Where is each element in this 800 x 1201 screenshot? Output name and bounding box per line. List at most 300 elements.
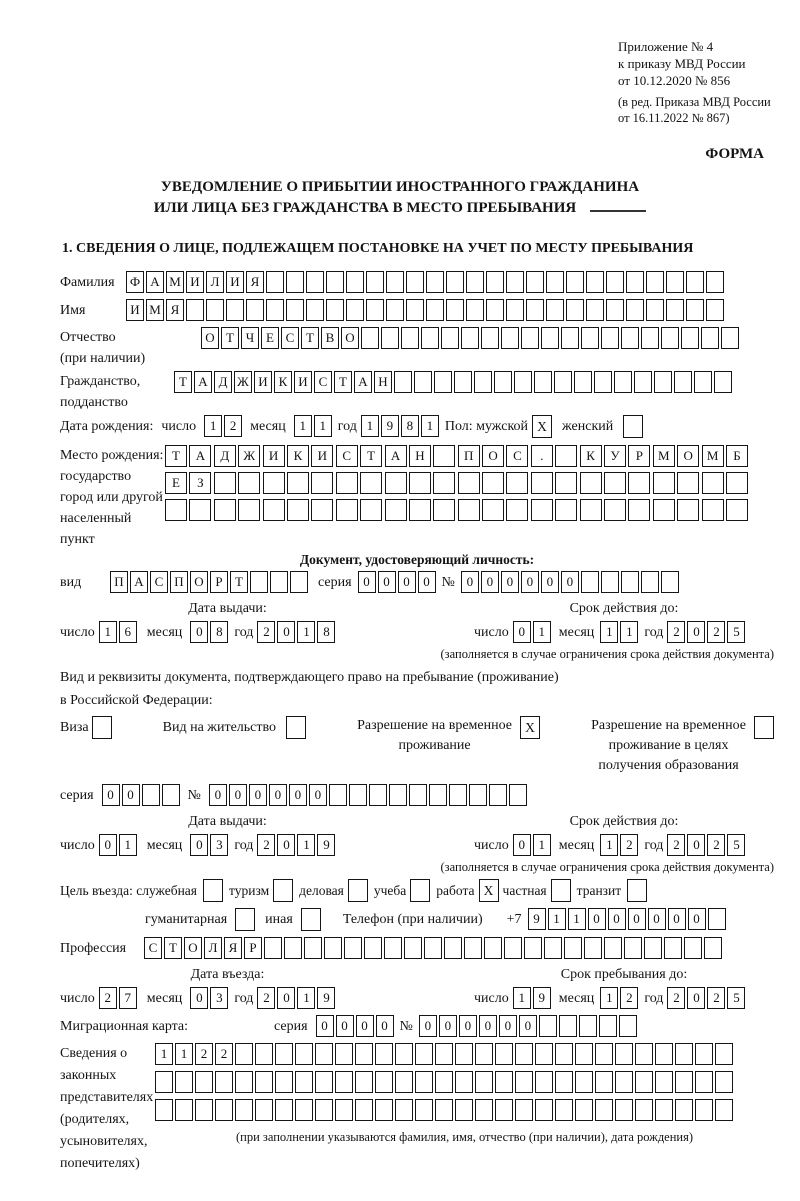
char-cell[interactable] <box>635 1071 653 1093</box>
char-cell[interactable] <box>614 371 632 393</box>
char-cell[interactable]: 0 <box>102 784 120 806</box>
char-cell[interactable] <box>535 1071 553 1093</box>
char-cell[interactable] <box>461 327 479 349</box>
char-cell[interactable]: 0 <box>648 908 666 930</box>
char-cell[interactable]: 0 <box>561 571 579 593</box>
char-cell[interactable] <box>555 472 577 494</box>
char-cell[interactable] <box>566 299 584 321</box>
char-cell[interactable] <box>555 1071 573 1093</box>
visa-checkbox[interactable] <box>92 716 112 739</box>
char-cell[interactable] <box>311 472 333 494</box>
char-cell[interactable] <box>255 1099 273 1121</box>
char-cell[interactable] <box>702 472 724 494</box>
char-cell[interactable]: 1 <box>421 415 439 437</box>
char-cell[interactable] <box>306 271 324 293</box>
char-cell[interactable] <box>489 784 507 806</box>
char-cell[interactable]: 0 <box>588 908 606 930</box>
char-cell[interactable]: 2 <box>257 834 275 856</box>
char-cell[interactable] <box>142 784 160 806</box>
char-cell[interactable] <box>654 371 672 393</box>
char-cell[interactable]: 2 <box>224 415 242 437</box>
char-cell[interactable] <box>395 1043 413 1065</box>
char-cell[interactable]: С <box>281 327 299 349</box>
char-cell[interactable] <box>435 1043 453 1065</box>
char-cell[interactable] <box>435 1071 453 1093</box>
char-cell[interactable] <box>580 472 602 494</box>
purpose-other-checkbox[interactable] <box>301 908 321 931</box>
char-cell[interactable] <box>275 1043 293 1065</box>
char-cell[interactable]: 0 <box>479 1015 497 1037</box>
char-cell[interactable]: Е <box>165 472 187 494</box>
char-cell[interactable]: 2 <box>215 1043 233 1065</box>
char-cell[interactable] <box>606 299 624 321</box>
char-cell[interactable] <box>415 1071 433 1093</box>
char-cell[interactable] <box>604 472 626 494</box>
char-cell[interactable]: 2 <box>620 834 638 856</box>
char-cell[interactable] <box>653 472 675 494</box>
char-cell[interactable] <box>539 1015 557 1037</box>
char-cell[interactable] <box>458 499 480 521</box>
char-cell[interactable] <box>566 271 584 293</box>
char-cell[interactable] <box>661 327 679 349</box>
char-cell[interactable] <box>535 1043 553 1065</box>
char-cell[interactable]: Я <box>166 299 184 321</box>
char-cell[interactable] <box>409 499 431 521</box>
char-cell[interactable] <box>714 371 732 393</box>
char-cell[interactable]: 1 <box>600 621 618 643</box>
char-cell[interactable]: 0 <box>628 908 646 930</box>
char-cell[interactable]: 0 <box>481 571 499 593</box>
char-cell[interactable]: Т <box>230 571 248 593</box>
char-cell[interactable] <box>626 271 644 293</box>
char-cell[interactable] <box>531 472 553 494</box>
char-cell[interactable] <box>506 472 528 494</box>
char-cell[interactable] <box>433 499 455 521</box>
char-cell[interactable] <box>469 784 487 806</box>
char-cell[interactable] <box>421 327 439 349</box>
char-cell[interactable] <box>601 571 619 593</box>
char-cell[interactable] <box>346 299 364 321</box>
char-cell[interactable]: 1 <box>119 834 137 856</box>
char-cell[interactable] <box>360 472 382 494</box>
char-cell[interactable]: К <box>274 371 292 393</box>
char-cell[interactable] <box>415 1099 433 1121</box>
char-cell[interactable] <box>666 271 684 293</box>
char-cell[interactable] <box>426 299 444 321</box>
char-cell[interactable] <box>335 1043 353 1065</box>
char-cell[interactable]: 0 <box>668 908 686 930</box>
char-cell[interactable]: Р <box>628 445 650 467</box>
char-cell[interactable]: 1 <box>99 621 117 643</box>
char-cell[interactable] <box>501 327 519 349</box>
char-cell[interactable]: 2 <box>667 987 685 1009</box>
char-cell[interactable] <box>721 327 739 349</box>
char-cell[interactable] <box>238 499 260 521</box>
char-cell[interactable]: 0 <box>461 571 479 593</box>
char-cell[interactable]: 0 <box>358 571 376 593</box>
char-cell[interactable] <box>266 271 284 293</box>
char-cell[interactable] <box>444 937 462 959</box>
char-cell[interactable]: 0 <box>277 834 295 856</box>
char-cell[interactable] <box>433 472 455 494</box>
char-cell[interactable] <box>695 1071 713 1093</box>
char-cell[interactable] <box>349 784 367 806</box>
char-cell[interactable]: 0 <box>190 987 208 1009</box>
char-cell[interactable] <box>189 499 211 521</box>
char-cell[interactable]: 0 <box>513 621 531 643</box>
char-cell[interactable] <box>581 571 599 593</box>
char-cell[interactable]: 9 <box>317 834 335 856</box>
char-cell[interactable] <box>584 937 602 959</box>
char-cell[interactable]: В <box>321 327 339 349</box>
char-cell[interactable] <box>506 499 528 521</box>
char-cell[interactable] <box>626 299 644 321</box>
char-cell[interactable]: Р <box>210 571 228 593</box>
char-cell[interactable] <box>414 371 432 393</box>
char-cell[interactable] <box>364 937 382 959</box>
char-cell[interactable] <box>726 472 748 494</box>
char-cell[interactable]: 1 <box>548 908 566 930</box>
char-cell[interactable] <box>666 299 684 321</box>
char-cell[interactable]: С <box>150 571 168 593</box>
char-cell[interactable] <box>621 571 639 593</box>
char-cell[interactable] <box>574 371 592 393</box>
char-cell[interactable] <box>409 472 431 494</box>
char-cell[interactable]: 2 <box>707 621 725 643</box>
char-cell[interactable]: 3 <box>210 987 228 1009</box>
char-cell[interactable]: 7 <box>119 987 137 1009</box>
char-cell[interactable] <box>290 571 308 593</box>
char-cell[interactable] <box>395 1071 413 1093</box>
char-cell[interactable] <box>661 571 679 593</box>
char-cell[interactable]: С <box>336 445 358 467</box>
char-cell[interactable] <box>475 1099 493 1121</box>
purpose-private-checkbox[interactable] <box>551 879 571 902</box>
char-cell[interactable]: 1 <box>155 1043 173 1065</box>
char-cell[interactable] <box>726 499 748 521</box>
char-cell[interactable]: 9 <box>381 415 399 437</box>
char-cell[interactable] <box>336 472 358 494</box>
char-cell[interactable] <box>675 1043 693 1065</box>
char-cell[interactable]: Л <box>204 937 222 959</box>
char-cell[interactable] <box>429 784 447 806</box>
char-cell[interactable] <box>674 371 692 393</box>
char-cell[interactable] <box>535 1099 553 1121</box>
char-cell[interactable]: 1 <box>204 415 222 437</box>
char-cell[interactable] <box>326 271 344 293</box>
char-cell[interactable]: Ч <box>241 327 259 349</box>
char-cell[interactable] <box>541 327 559 349</box>
char-cell[interactable] <box>615 1099 633 1121</box>
char-cell[interactable]: И <box>263 445 285 467</box>
char-cell[interactable] <box>215 1099 233 1121</box>
char-cell[interactable] <box>389 784 407 806</box>
char-cell[interactable] <box>635 1043 653 1065</box>
char-cell[interactable] <box>433 445 455 467</box>
char-cell[interactable]: 1 <box>297 987 315 1009</box>
char-cell[interactable] <box>264 937 282 959</box>
char-cell[interactable]: 0 <box>687 987 705 1009</box>
char-cell[interactable] <box>458 472 480 494</box>
purpose-study-checkbox[interactable] <box>410 879 430 902</box>
char-cell[interactable]: И <box>254 371 272 393</box>
char-cell[interactable]: 2 <box>257 987 275 1009</box>
char-cell[interactable] <box>195 1099 213 1121</box>
char-cell[interactable]: К <box>287 445 309 467</box>
char-cell[interactable]: 0 <box>519 1015 537 1037</box>
char-cell[interactable] <box>235 1099 253 1121</box>
char-cell[interactable] <box>315 1043 333 1065</box>
char-cell[interactable] <box>464 937 482 959</box>
char-cell[interactable]: Ж <box>238 445 260 467</box>
char-cell[interactable] <box>555 1043 573 1065</box>
char-cell[interactable]: 0 <box>289 784 307 806</box>
char-cell[interactable] <box>287 472 309 494</box>
char-cell[interactable]: М <box>166 271 184 293</box>
char-cell[interactable]: 2 <box>707 987 725 1009</box>
char-cell[interactable]: 0 <box>209 784 227 806</box>
char-cell[interactable] <box>375 1099 393 1121</box>
char-cell[interactable] <box>635 1099 653 1121</box>
char-cell[interactable]: 1 <box>600 987 618 1009</box>
char-cell[interactable] <box>515 1043 533 1065</box>
char-cell[interactable] <box>526 299 544 321</box>
char-cell[interactable]: И <box>186 271 204 293</box>
char-cell[interactable]: Т <box>334 371 352 393</box>
char-cell[interactable]: Я <box>246 271 264 293</box>
char-cell[interactable]: 2 <box>620 987 638 1009</box>
char-cell[interactable] <box>595 1043 613 1065</box>
char-cell[interactable] <box>455 1071 473 1093</box>
purpose-official-checkbox[interactable] <box>203 879 223 902</box>
char-cell[interactable] <box>355 1099 373 1121</box>
char-cell[interactable] <box>385 472 407 494</box>
char-cell[interactable]: 2 <box>99 987 117 1009</box>
char-cell[interactable]: А <box>194 371 212 393</box>
char-cell[interactable]: М <box>146 299 164 321</box>
char-cell[interactable]: 0 <box>459 1015 477 1037</box>
char-cell[interactable] <box>355 1043 373 1065</box>
char-cell[interactable] <box>366 299 384 321</box>
char-cell[interactable]: 0 <box>249 784 267 806</box>
char-cell[interactable] <box>675 1099 693 1121</box>
char-cell[interactable] <box>482 472 504 494</box>
char-cell[interactable]: 1 <box>314 415 332 437</box>
char-cell[interactable] <box>366 271 384 293</box>
char-cell[interactable]: И <box>294 371 312 393</box>
char-cell[interactable] <box>615 1071 633 1093</box>
char-cell[interactable]: 0 <box>419 1015 437 1037</box>
char-cell[interactable] <box>335 1099 353 1121</box>
char-cell[interactable] <box>404 937 422 959</box>
char-cell[interactable]: И <box>311 445 333 467</box>
char-cell[interactable] <box>701 327 719 349</box>
char-cell[interactable] <box>580 499 602 521</box>
char-cell[interactable]: 0 <box>190 834 208 856</box>
char-cell[interactable] <box>546 271 564 293</box>
purpose-humanitarian-checkbox[interactable] <box>235 908 255 931</box>
char-cell[interactable]: А <box>354 371 372 393</box>
char-cell[interactable] <box>708 908 726 930</box>
char-cell[interactable] <box>675 1071 693 1093</box>
char-cell[interactable]: 0 <box>521 571 539 593</box>
char-cell[interactable]: С <box>144 937 162 959</box>
char-cell[interactable] <box>604 937 622 959</box>
char-cell[interactable] <box>506 271 524 293</box>
char-cell[interactable]: 1 <box>568 908 586 930</box>
char-cell[interactable]: О <box>482 445 504 467</box>
char-cell[interactable] <box>615 1043 633 1065</box>
char-cell[interactable]: 2 <box>707 834 725 856</box>
char-cell[interactable]: 2 <box>257 621 275 643</box>
char-cell[interactable] <box>655 1043 673 1065</box>
temp-residence-education-checkbox[interactable] <box>754 716 774 739</box>
char-cell[interactable] <box>306 299 324 321</box>
char-cell[interactable] <box>246 299 264 321</box>
char-cell[interactable]: 0 <box>309 784 327 806</box>
char-cell[interactable]: 0 <box>687 834 705 856</box>
char-cell[interactable]: 0 <box>122 784 140 806</box>
char-cell[interactable]: 0 <box>376 1015 394 1037</box>
char-cell[interactable] <box>344 937 362 959</box>
char-cell[interactable] <box>554 371 572 393</box>
char-cell[interactable]: 0 <box>541 571 559 593</box>
char-cell[interactable]: 2 <box>667 621 685 643</box>
char-cell[interactable]: Т <box>174 371 192 393</box>
char-cell[interactable] <box>509 784 527 806</box>
char-cell[interactable] <box>175 1099 193 1121</box>
char-cell[interactable] <box>544 937 562 959</box>
temp-residence-permit-checkbox[interactable]: X <box>520 716 540 739</box>
char-cell[interactable] <box>375 1043 393 1065</box>
char-cell[interactable] <box>494 371 512 393</box>
char-cell[interactable] <box>455 1099 473 1121</box>
char-cell[interactable] <box>641 571 659 593</box>
char-cell[interactable] <box>406 271 424 293</box>
char-cell[interactable]: 0 <box>499 1015 517 1037</box>
char-cell[interactable]: 1 <box>175 1043 193 1065</box>
char-cell[interactable] <box>546 299 564 321</box>
char-cell[interactable]: Я <box>224 937 242 959</box>
purpose-transit-checkbox[interactable] <box>627 879 647 902</box>
char-cell[interactable] <box>555 445 577 467</box>
char-cell[interactable] <box>555 499 577 521</box>
char-cell[interactable] <box>250 571 268 593</box>
male-checkbox[interactable]: X <box>532 415 552 438</box>
char-cell[interactable] <box>266 299 284 321</box>
char-cell[interactable] <box>401 327 419 349</box>
char-cell[interactable] <box>646 299 664 321</box>
char-cell[interactable] <box>534 371 552 393</box>
char-cell[interactable] <box>215 1071 233 1093</box>
char-cell[interactable] <box>495 1071 513 1093</box>
char-cell[interactable]: К <box>580 445 602 467</box>
char-cell[interactable] <box>446 271 464 293</box>
char-cell[interactable]: З <box>189 472 211 494</box>
char-cell[interactable] <box>601 327 619 349</box>
char-cell[interactable] <box>621 327 639 349</box>
char-cell[interactable]: Т <box>164 937 182 959</box>
char-cell[interactable] <box>311 499 333 521</box>
char-cell[interactable]: О <box>341 327 359 349</box>
char-cell[interactable] <box>664 937 682 959</box>
char-cell[interactable]: 0 <box>99 834 117 856</box>
char-cell[interactable]: О <box>201 327 219 349</box>
char-cell[interactable]: А <box>146 271 164 293</box>
char-cell[interactable]: У <box>604 445 626 467</box>
char-cell[interactable] <box>715 1043 733 1065</box>
char-cell[interactable] <box>586 299 604 321</box>
char-cell[interactable] <box>653 499 675 521</box>
char-cell[interactable]: 0 <box>687 621 705 643</box>
char-cell[interactable] <box>634 371 652 393</box>
char-cell[interactable] <box>595 1099 613 1121</box>
char-cell[interactable] <box>195 1071 213 1093</box>
residence-permit-checkbox[interactable] <box>286 716 306 739</box>
char-cell[interactable]: 0 <box>378 571 396 593</box>
char-cell[interactable] <box>361 327 379 349</box>
char-cell[interactable]: С <box>314 371 332 393</box>
char-cell[interactable] <box>486 299 504 321</box>
char-cell[interactable] <box>715 1071 733 1093</box>
char-cell[interactable] <box>575 1071 593 1093</box>
char-cell[interactable]: Н <box>374 371 392 393</box>
char-cell[interactable] <box>175 1071 193 1093</box>
char-cell[interactable] <box>686 271 704 293</box>
char-cell[interactable]: Р <box>244 937 262 959</box>
char-cell[interactable] <box>206 299 224 321</box>
purpose-business-checkbox[interactable] <box>348 879 368 902</box>
char-cell[interactable] <box>515 1071 533 1093</box>
char-cell[interactable] <box>715 1099 733 1121</box>
char-cell[interactable]: О <box>184 937 202 959</box>
char-cell[interactable] <box>474 371 492 393</box>
char-cell[interactable] <box>186 299 204 321</box>
char-cell[interactable] <box>581 327 599 349</box>
purpose-work-checkbox[interactable]: X <box>479 879 499 902</box>
char-cell[interactable] <box>475 1071 493 1093</box>
char-cell[interactable]: Е <box>261 327 279 349</box>
char-cell[interactable]: 1 <box>533 834 551 856</box>
char-cell[interactable]: А <box>189 445 211 467</box>
char-cell[interactable] <box>555 1099 573 1121</box>
char-cell[interactable]: 0 <box>277 987 295 1009</box>
char-cell[interactable] <box>454 371 472 393</box>
char-cell[interactable]: Д <box>214 371 232 393</box>
char-cell[interactable] <box>326 299 344 321</box>
char-cell[interactable]: 1 <box>533 621 551 643</box>
char-cell[interactable] <box>275 1071 293 1093</box>
char-cell[interactable]: 1 <box>361 415 379 437</box>
char-cell[interactable] <box>155 1099 173 1121</box>
char-cell[interactable] <box>706 271 724 293</box>
char-cell[interactable] <box>484 937 502 959</box>
char-cell[interactable] <box>655 1071 673 1093</box>
char-cell[interactable] <box>486 271 504 293</box>
char-cell[interactable]: 3 <box>210 834 228 856</box>
char-cell[interactable] <box>531 499 553 521</box>
char-cell[interactable] <box>335 1071 353 1093</box>
char-cell[interactable] <box>695 1043 713 1065</box>
char-cell[interactable] <box>381 327 399 349</box>
char-cell[interactable] <box>575 1099 593 1121</box>
char-cell[interactable] <box>386 271 404 293</box>
char-cell[interactable] <box>286 299 304 321</box>
char-cell[interactable]: 9 <box>528 908 546 930</box>
char-cell[interactable] <box>385 499 407 521</box>
char-cell[interactable]: С <box>506 445 528 467</box>
char-cell[interactable] <box>162 784 180 806</box>
